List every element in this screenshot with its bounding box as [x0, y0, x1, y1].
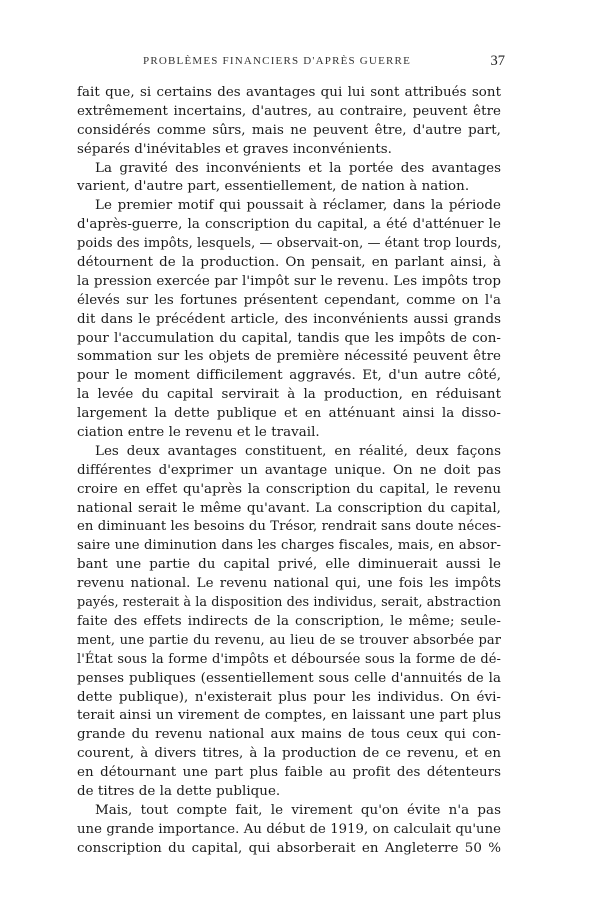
text-line: payés, resterait à la disposition des individus, serait, abstraction	[77, 595, 501, 611]
text-line: faite des effets indirects de la conscription, le même; seule-	[77, 613, 501, 629]
text-line: la pression exercée par l'impôt sur le revenu. Les impôts trop	[77, 273, 501, 289]
text-line: penses publiques (essentiellement sous celle d'annuités de la	[77, 670, 501, 686]
body-text	[77, 84, 501, 859]
running-head	[77, 53, 505, 75]
paragraph	[77, 443, 501, 802]
text-line: ment, une partie du revenu, au lieu de se trouver absorbée par	[77, 632, 501, 648]
text-line: national serait le même qu'avant. La conscription du capital,	[77, 500, 501, 516]
text-line: considérés comme sûrs, mais ne peuvent être, d'autre part,	[77, 122, 501, 138]
text-line: fait que, si certains des avantages qui lui sont attribués sont	[77, 85, 501, 100]
text-line: La gravité des inconvénients et la portée des avantages	[95, 160, 501, 176]
text-line: revenu national. Le revenu national qui, une fois les impôts	[77, 576, 501, 592]
text-line: Les deux avantages constituent, en réalité, deux façons	[95, 443, 501, 459]
text-line: terait ainsi un virement de comptes, en laissant une part plus	[77, 708, 501, 724]
text-line: d'après-guerre, la conscription du capital, a été d'atténuer le	[77, 217, 501, 233]
paragraph	[77, 197, 501, 443]
text-line: une grande importance. Au début de 1919, on calculait qu'une	[77, 821, 501, 837]
text-line: grande du revenu national aux mains de tous ceux qui con-	[77, 727, 501, 743]
text-line: en diminuant les besoins du Trésor, rendrait sans doute néces-	[77, 519, 501, 535]
text-line: de titres de la dette publique.	[77, 783, 281, 799]
text-line: détournent de la production. On pensait, en parlant ainsi, à	[77, 255, 501, 271]
paragraph	[77, 160, 501, 198]
text-line: pour l'accumulation du capital, tandis que les impôts de con-	[77, 330, 501, 346]
page-number: 37	[490, 53, 505, 69]
text-line: séparés d'inévitables et graves inconvénients.	[77, 141, 392, 157]
book-page	[77, 53, 505, 859]
text-line: en détournant une part plus faible au profit des détenteurs	[77, 765, 501, 781]
paragraph	[77, 84, 501, 160]
text-line: varient, d'autre part, essentiellement, de nation à nation.	[77, 179, 470, 195]
text-line: bant une partie du capital privé, elle diminuerait aussi le	[77, 557, 501, 573]
text-line: conscription du capital, qui absorberait en Angleterre 50 %	[77, 840, 501, 856]
text-line: sommation sur les objets de première nécessité peuvent être	[77, 349, 501, 365]
text-line: dette publique), n'existerait plus pour les individus. On évi-	[77, 689, 501, 705]
running-title: PROBLÈMES FINANCIERS D'APRÈS GUERRE	[143, 55, 411, 67]
text-line: courent, à divers titres, à la production de ce revenu, et en	[77, 746, 501, 762]
text-line: croire en effet qu'après la conscription du capital, le revenu	[77, 481, 501, 497]
text-line: extrêmement incertains, d'autres, au contraire, peuvent être	[77, 103, 501, 119]
text-line: dit dans le précédent article, des inconvénients aussi grands	[77, 311, 501, 327]
text-line: Mais, tout compte fait, le virement qu'on évite n'a pas	[95, 802, 501, 818]
text-line: pour le moment difficilement aggravés. Et, d'un autre côté,	[77, 368, 501, 384]
text-line: la levée du capital servirait à la production, en réduisant	[77, 387, 501, 403]
text-line: élevés sur les fortunes présentent cependant, comme on l'a	[77, 292, 501, 308]
text-line: ciation entre le revenu et le travail.	[77, 425, 320, 441]
text-line: poids des impôts, lesquels, — observait-on, — étant trop lourds,	[77, 236, 502, 252]
text-line: Le premier motif qui poussait à réclamer, dans la période	[95, 198, 501, 214]
text-line: différentes d'exprimer un avantage unique. On ne doit pas	[77, 462, 501, 478]
text-line: saire une diminution dans les charges fiscales, mais, en absor-	[77, 538, 501, 554]
text-line: largement la dette publique et en atténuant ainsi la disso-	[77, 406, 501, 422]
text-line: l'État sous la forme d'impôts et déboursée sous la forme de dé-	[77, 651, 501, 667]
paragraph	[77, 802, 501, 859]
